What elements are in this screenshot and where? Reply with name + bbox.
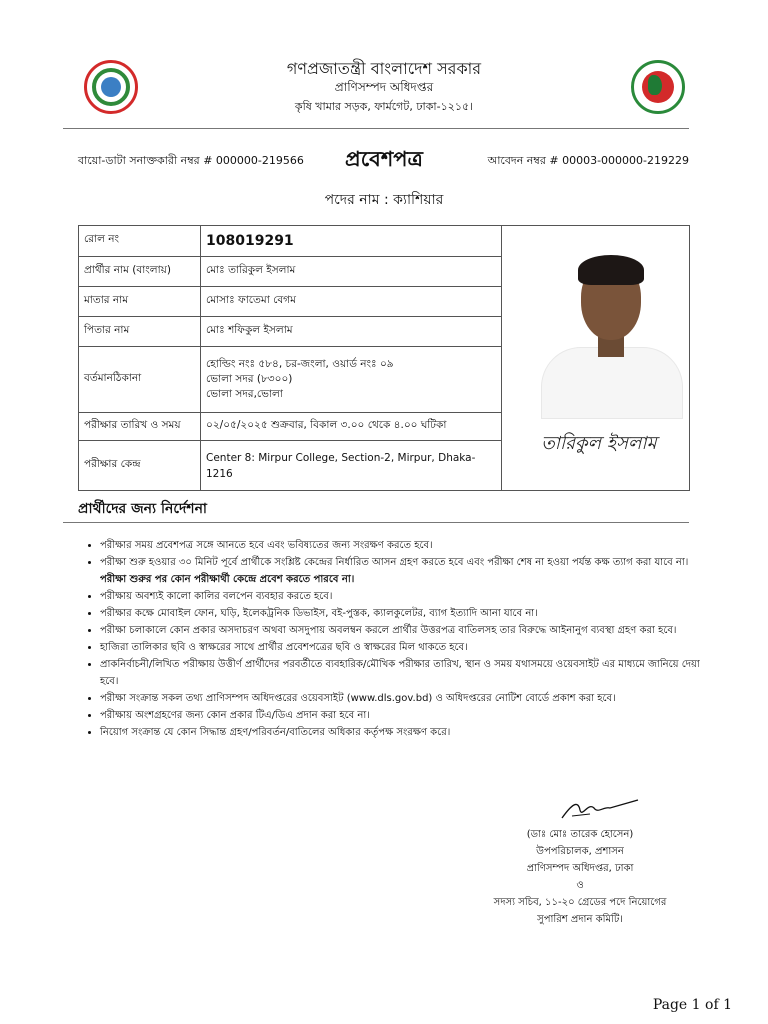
signatory-committee: সুপারিশ প্রদান কমিটি। [537,914,623,925]
address-line-2: ভোলা সদর (৮৩০০) [206,372,293,385]
address-label: বর্তমানঠিকানা [79,346,201,412]
roll-value: 108019291 [201,226,502,257]
list-item: • পরীক্ষার কক্ষে মোবাইল ফোন, ঘড়ি, ইলেকট্রনিক ডিভাইস, বই-পুস্তক, ক্যালকুলেটর, ব্যাগ ইত্যাদি আনা যাবে না। [100,605,710,622]
address-line-1: হোল্ডিং নংঃ ৫৮৪, চর-জংলা, ওয়ার্ড নংঃ ০৯ [206,357,394,370]
address-value [201,346,502,412]
department-name: প্রাণিসম্পদ অধিদপ্তর [334,80,434,94]
list-item: • নিয়োগ সংক্রান্ত যে কোন সিদ্ধান্ত গ্রহণ/পরিবর্তন/বাতিলের অধিকার কর্তৃপক্ষ সংরক্ষণ করে। [100,724,710,741]
list-item: • পরীক্ষার সময় প্রবেশপত্র সঙ্গে আনতে হবে এবং ভবিষ্যতের জন্য সংরক্ষণ করতে হবে। [100,537,710,554]
department-address: কৃষি খামার সড়ক, ফার্মগেট, ঢাকা-১২১৫। [294,100,474,113]
name-value: মোঃ তারিকুল ইসলাম [201,256,502,286]
mother-label: মাতার নাম [79,286,201,316]
list-item: • পরীক্ষা চলাকালে কোন প্রকার অসদাচরণ অথবা অসদুপায় অবলম্বন করলে প্রার্থীর উত্তরপত্র বাতিলসহ তার বিরুদ্ধে আইনানুগ ব্যবস্থা গ্রহণ করা হবে। [100,622,710,639]
list-item: • পরীক্ষা সংক্রান্ত সকল তথ্য প্রাণিসম্পদ অধিদপ্তরের ওয়েবসাইট (www.dls.gov.bd) ও অধিদপ্তরের নোটিশ বোর্ডে প্রকাশ করা হবে। [100,690,710,707]
mother-value: মোসাঃ ফাতেমা বেগম [201,286,502,316]
bio-data-id: বায়ো-ডাটা সনাক্তকারী নম্বর # 000000-219566 [78,154,304,167]
instructions-divider [63,522,689,523]
address-line-3: ভোলা সদর,ভোলা [206,387,283,400]
candidate-signature: তারিকুল ইসলাম [541,433,657,454]
center-value: Center 8: Mirpur College, Section-2, Mirpur, Dhaka-1216 [201,441,502,491]
signatory-and: ও [576,880,584,891]
name-label: প্রার্থীর নাম (বাংলায়) [79,256,201,286]
page-number: Page 1 of 1 [652,997,732,1013]
signatory-office: প্রাণিসম্পদ অধিদপ্তর, ঢাকা [526,863,634,874]
exam-time-label: পরীক্ষার তারিখ ও সময় [79,412,201,441]
candidate-photo [521,237,673,412]
candidate-info-table [78,225,690,491]
signatory-name: (ডাঃ মোঃ তারেক হোসেন) [526,829,634,840]
admit-card-title: প্রবেশপত্র [345,147,423,171]
center-label: পরীক্ষার কেন্দ্র [79,441,201,491]
roll-label: রোল নং [79,226,201,257]
list-item: • পরীক্ষায় অংশগ্রহণের জন্য কোন প্রকার টিএ/ডিএ প্রদান করা হবে না। [100,707,710,724]
list-item: • পরীক্ষায় অবশ্যই কালো কালির বলপেন ব্যবহার করতে হবে। [100,588,710,605]
father-value: মোঃ শফিকুল ইসলাম [201,316,502,346]
post-name: পদের নাম : ক্যাশিয়ার [324,192,444,208]
signatory-member: সদস্য সচিব, ১১-২০ গ্রেডের পদে নিয়োগের [493,897,667,908]
instructions-list [84,537,710,741]
officer-signature [560,796,640,824]
exam-time-value: ০২/০৫/২০২৫ শুক্রবার, বিকাল ৩.০০ থেকে ৪.০০ ঘটিকা [201,412,502,441]
instruction-text: পরীক্ষা শুরু হওয়ার ৩০ মিনিট পূর্বে প্রার্থীকে সংশ্লিষ্ট কেন্দ্রের নির্ধারিত আসন গ্রহণ করতে হবে এবং পরীক্ষা শেষ না হওয়া পর্যন্ত কক্ষ ত্যাগ করা যাবে না। [100,557,689,568]
instructions-title: প্রার্থীদের জন্য নির্দেশনা [78,501,207,517]
header-divider [63,128,689,129]
instruction-bold: পরীক্ষা শুরুর পর কোন পরীক্ষার্থী কেন্দ্রে প্রবেশ করতে পারবে না। [100,574,355,585]
list-item: • প্রাকনির্বাচনী/লিখিত পরীক্ষায় উত্তীর্ণ প্রার্থীদের পরবর্তীতে ব্যবহারিক/মৌখিক পরীক্ষার তারিখ, স্থান ও সময় যথাসময়ে ওয়েবসাইট এর মাধ্যমে জানিয়ে দেয়া হবে। [100,656,710,690]
list-item [100,554,710,588]
signatory-designation: উপপরিচালক, প্রশাসন [536,846,624,857]
photo-cell [502,226,690,491]
father-label: পিতার নাম [79,316,201,346]
application-number: আবেদন নম্বর # 00003-000000-219229 [487,154,689,167]
list-item: • হাজিরা তালিকার ছবি ও স্বাক্ষরের সাথে প্রার্থীর প্রবেশপত্রের ছবি ও স্বাক্ষরের মিল থাকতে হবে। [100,639,710,656]
signatory-block [480,826,680,928]
govt-title: গণপ্রজাতন্ত্রী বাংলাদেশ সরকার [286,59,482,78]
